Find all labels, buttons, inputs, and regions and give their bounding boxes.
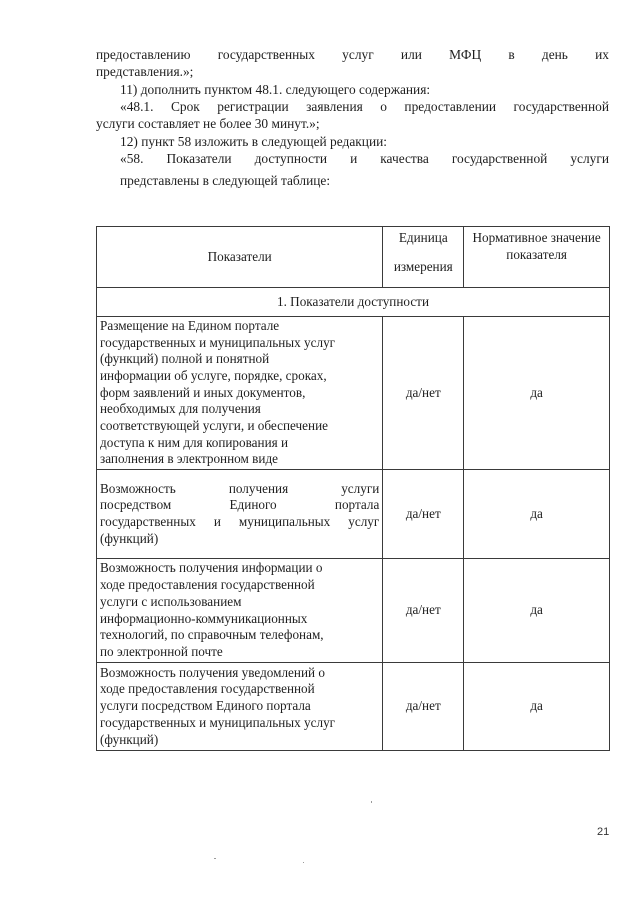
section-title: 1. Показатели доступности [97,288,610,317]
indicator-cell [97,559,383,663]
quote-line: услуги составляет не более 30 минут.»; [96,116,320,131]
table-row [97,470,610,559]
header-unit-line2: измерения [393,258,453,274]
paragraph-line: предоставлению государственных услуг или МФЦ в день их [96,47,609,62]
indicator-line: ходе предоставления государственной [100,681,315,697]
value-cell: да [464,317,610,470]
indicator-line: технологий, по справочным телефонам, [100,627,324,643]
scan-speck [371,801,372,803]
indicator-line: доступа к ним для копирования и [100,434,289,450]
list-item-12: 12) пункт 58 изложить в следующей редакции: [120,134,388,149]
header-norm [464,227,610,288]
header-unit-line1: Единица [398,230,448,245]
indicator-line: Возможность получения уведомлений о [100,664,325,680]
table-section-row [97,288,610,317]
unit-cell: да/нет [383,559,464,663]
header-unit [383,227,464,288]
indicators-table [96,226,610,751]
indicator-line: по электронной почте [100,643,223,659]
table-row [97,559,610,663]
quote-line: «58. Показатели доступности и качества государственной услуги [120,151,609,166]
list-item-11: 11) дополнить пунктом 48.1. следующего содержания: [120,82,431,97]
unit-cell: да/нет [383,663,464,751]
quote-line: «48.1. Срок регистрации заявления о предоставлении государственной [120,99,609,114]
indicator-line: Возможность получения услуги [100,480,380,496]
header-indicators: Показатели [97,227,383,288]
paragraph-line: представления.»; [96,64,194,79]
value-cell: да [464,663,610,751]
indicator-line: форм заявлений и иных документов, [100,384,306,400]
quote-line: представлены в следующей таблице: [120,173,331,188]
indicator-line: (функций) [100,530,159,546]
table-row [97,663,610,751]
indicator-line: Возможность получения информации о [100,560,323,576]
indicator-line: информационно-коммуникационных [100,610,308,626]
indicator-line: услуги посредством Единого портала [100,698,311,714]
indicator-line: государственных и муниципальных услуг [100,714,336,730]
value-cell: да [464,470,610,559]
table-row [97,317,610,470]
indicator-line: заполнения в электронном виде [100,451,279,467]
indicator-line: посредством Единого портала [100,497,380,513]
indicator-line: государственных и муниципальных услуг [100,334,336,350]
unit-cell: да/нет [383,317,464,470]
value-cell: да [464,559,610,663]
indicator-cell [97,663,383,751]
indicator-line: информации об услуге, порядке, сроках, [100,367,327,383]
indicator-line: (функций) полной и понятной [100,351,270,367]
scan-speck [303,862,304,863]
indicator-line: государственных и муниципальных услуг [100,514,380,529]
indicator-line: Размещение на Едином портале [100,317,280,333]
unit-cell: да/нет [383,470,464,559]
indicator-line: необходимых для получения [100,401,261,417]
indicator-cell [97,470,383,559]
indicator-line: услуги с использованием [100,593,242,609]
indicator-cell [97,317,383,470]
page-number: 21 [597,826,610,838]
table-header-row [97,227,610,288]
indicator-line: (функций) [100,731,159,747]
indicator-line: ходе предоставления государственной [100,577,315,593]
indicator-line: соответствующей услуги, и обеспечение [100,418,328,434]
header-norm-text: Нормативное значение показателя [472,230,601,262]
scan-speck [214,858,216,859]
